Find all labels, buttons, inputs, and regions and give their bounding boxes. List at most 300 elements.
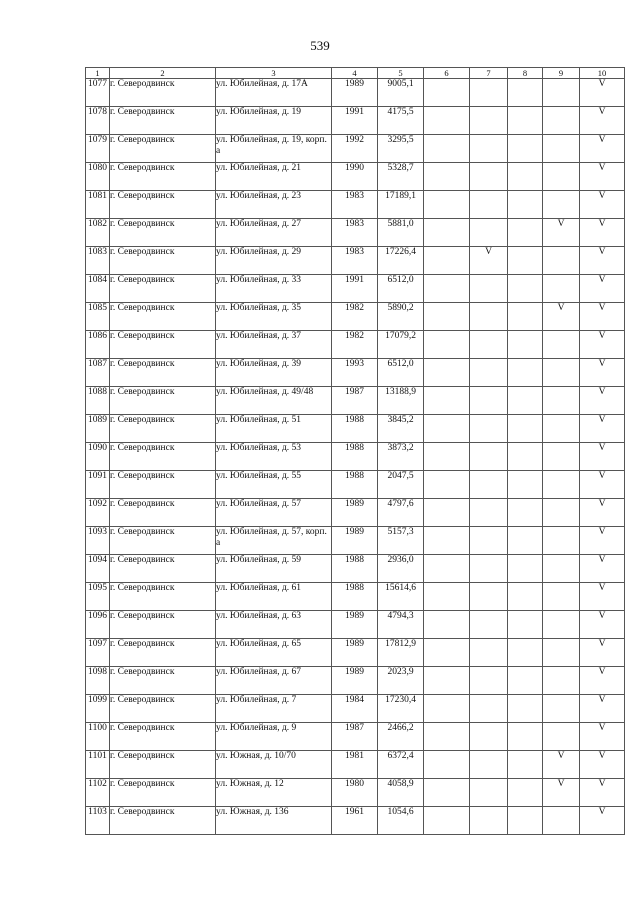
address-cell: ул. Юбилейная, д. 17А	[216, 79, 332, 107]
area-cell: 4797,6	[378, 499, 424, 527]
col7-cell	[470, 723, 508, 751]
year-cell: 1987	[332, 387, 378, 415]
col7-cell	[470, 695, 508, 723]
city-cell: г. Северодвинск	[110, 555, 216, 583]
col9-cell	[543, 79, 580, 107]
area-cell: 5328,7	[378, 163, 424, 191]
row-number: 1088	[86, 387, 110, 415]
city-cell: г. Северодвинск	[110, 359, 216, 387]
col9-cell	[543, 191, 580, 219]
area-cell: 5157,3	[378, 527, 424, 555]
col8-cell	[508, 723, 543, 751]
col10-cell: V	[580, 807, 625, 835]
col9-cell	[543, 583, 580, 611]
area-cell: 17230,4	[378, 695, 424, 723]
row-number: 1077	[86, 79, 110, 107]
address-cell: ул. Южная, д. 12	[216, 779, 332, 807]
col9-cell	[543, 443, 580, 471]
col10-cell: V	[580, 387, 625, 415]
year-cell: 1984	[332, 695, 378, 723]
city-cell: г. Северодвинск	[110, 275, 216, 303]
city-cell: г. Северодвинск	[110, 779, 216, 807]
city-cell: г. Северодвинск	[110, 639, 216, 667]
col9-cell	[543, 807, 580, 835]
year-cell: 1981	[332, 751, 378, 779]
row-number: 1092	[86, 499, 110, 527]
row-number: 1079	[86, 135, 110, 163]
year-cell: 1987	[332, 723, 378, 751]
year-cell: 1988	[332, 471, 378, 499]
year-cell: 1988	[332, 555, 378, 583]
year-cell: 1989	[332, 499, 378, 527]
address-cell: ул. Юбилейная, д. 59	[216, 555, 332, 583]
col8-cell	[508, 695, 543, 723]
col10-cell: V	[580, 695, 625, 723]
area-cell: 2466,2	[378, 723, 424, 751]
col9-cell	[543, 163, 580, 191]
table-row	[86, 247, 625, 275]
address-cell: ул. Юбилейная, д. 7	[216, 695, 332, 723]
column-header: 9	[543, 68, 580, 79]
col6-cell	[424, 275, 470, 303]
year-cell: 1991	[332, 107, 378, 135]
col9-cell	[543, 499, 580, 527]
address-cell: ул. Юбилейная, д. 19, корп. а	[216, 135, 332, 163]
column-header: 1	[86, 68, 110, 79]
col9-cell	[543, 695, 580, 723]
area-cell: 5881,0	[378, 219, 424, 247]
col8-cell	[508, 611, 543, 639]
year-cell: 1983	[332, 191, 378, 219]
col6-cell	[424, 219, 470, 247]
col10-cell: V	[580, 751, 625, 779]
city-cell: г. Северодвинск	[110, 163, 216, 191]
table-row	[86, 639, 625, 667]
year-cell: 1989	[332, 667, 378, 695]
page-number: 539	[310, 38, 330, 53]
city-cell: г. Северодвинск	[110, 219, 216, 247]
city-cell: г. Северодвинск	[110, 247, 216, 275]
row-number: 1078	[86, 107, 110, 135]
col7-cell	[470, 331, 508, 359]
year-cell: 1990	[332, 163, 378, 191]
col9-cell	[543, 387, 580, 415]
address-cell: ул. Юбилейная, д. 33	[216, 275, 332, 303]
col8-cell	[508, 667, 543, 695]
city-cell: г. Северодвинск	[110, 751, 216, 779]
col8-cell	[508, 555, 543, 583]
city-cell: г. Северодвинск	[110, 135, 216, 163]
table-row	[86, 583, 625, 611]
year-cell: 1988	[332, 583, 378, 611]
col7-cell	[470, 471, 508, 499]
col10-cell: V	[580, 247, 625, 275]
col9-cell	[543, 639, 580, 667]
col7-cell	[470, 583, 508, 611]
city-cell: г. Северодвинск	[110, 191, 216, 219]
table-row	[86, 751, 625, 779]
city-cell: г. Северодвинск	[110, 79, 216, 107]
row-number: 1080	[86, 163, 110, 191]
col7-cell	[470, 359, 508, 387]
col10-cell: V	[580, 331, 625, 359]
col10-cell: V	[580, 611, 625, 639]
col6-cell	[424, 415, 470, 443]
col7-cell	[470, 639, 508, 667]
table-row	[86, 779, 625, 807]
col8-cell	[508, 639, 543, 667]
address-cell: ул. Юбилейная, д. 27	[216, 219, 332, 247]
row-number: 1102	[86, 779, 110, 807]
city-cell: г. Северодвинск	[110, 695, 216, 723]
area-cell: 17812,9	[378, 639, 424, 667]
col8-cell	[508, 751, 543, 779]
col8-cell	[508, 527, 543, 555]
address-cell: ул. Юбилейная, д. 35	[216, 303, 332, 331]
col10-cell: V	[580, 163, 625, 191]
col10-cell: V	[580, 275, 625, 303]
col6-cell	[424, 443, 470, 471]
col9-cell	[543, 611, 580, 639]
col6-cell	[424, 135, 470, 163]
table-row	[86, 303, 625, 331]
col6-cell	[424, 723, 470, 751]
col9-cell	[543, 723, 580, 751]
col8-cell	[508, 471, 543, 499]
row-number: 1085	[86, 303, 110, 331]
col6-cell	[424, 695, 470, 723]
col10-cell: V	[580, 219, 625, 247]
col9-cell: V	[543, 751, 580, 779]
area-cell: 17226,4	[378, 247, 424, 275]
col10-cell: V	[580, 555, 625, 583]
header-row	[86, 68, 625, 79]
col6-cell	[424, 555, 470, 583]
col8-cell	[508, 415, 543, 443]
col7-cell	[470, 219, 508, 247]
col10-cell: V	[580, 639, 625, 667]
table-row	[86, 723, 625, 751]
col6-cell	[424, 331, 470, 359]
col7-cell	[470, 667, 508, 695]
col10-cell: V	[580, 303, 625, 331]
city-cell: г. Северодвинск	[110, 471, 216, 499]
address-cell: ул. Юбилейная, д. 61	[216, 583, 332, 611]
col6-cell	[424, 667, 470, 695]
col6-cell	[424, 499, 470, 527]
city-cell: г. Северодвинск	[110, 415, 216, 443]
city-cell: г. Северодвинск	[110, 527, 216, 555]
table-row	[86, 443, 625, 471]
row-number: 1100	[86, 723, 110, 751]
col7-cell	[470, 751, 508, 779]
table-row	[86, 135, 625, 163]
year-cell: 1983	[332, 247, 378, 275]
col6-cell	[424, 471, 470, 499]
year-cell: 1989	[332, 79, 378, 107]
address-cell: ул. Юбилейная, д. 29	[216, 247, 332, 275]
row-number: 1087	[86, 359, 110, 387]
address-cell: ул. Юбилейная, д. 51	[216, 415, 332, 443]
area-cell: 2936,0	[378, 555, 424, 583]
col8-cell	[508, 191, 543, 219]
city-cell: г. Северодвинск	[110, 499, 216, 527]
address-cell: ул. Южная, д. 10/70	[216, 751, 332, 779]
col10-cell: V	[580, 135, 625, 163]
row-number: 1096	[86, 611, 110, 639]
row-number: 1097	[86, 639, 110, 667]
city-cell: г. Северодвинск	[110, 667, 216, 695]
city-cell: г. Северодвинск	[110, 611, 216, 639]
column-header: 6	[424, 68, 470, 79]
year-cell: 1961	[332, 807, 378, 835]
year-cell: 1993	[332, 359, 378, 387]
col7-cell: V	[470, 247, 508, 275]
address-cell: ул. Юбилейная, д. 53	[216, 443, 332, 471]
col10-cell: V	[580, 667, 625, 695]
col6-cell	[424, 639, 470, 667]
area-cell: 9005,1	[378, 79, 424, 107]
row-number: 1089	[86, 415, 110, 443]
city-cell: г. Северодвинск	[110, 443, 216, 471]
col9-cell	[543, 555, 580, 583]
address-cell: ул. Юбилейная, д. 37	[216, 331, 332, 359]
year-cell: 1982	[332, 303, 378, 331]
area-cell: 4794,3	[378, 611, 424, 639]
col10-cell: V	[580, 779, 625, 807]
col6-cell	[424, 359, 470, 387]
col8-cell	[508, 163, 543, 191]
city-cell: г. Северодвинск	[110, 387, 216, 415]
area-cell: 4175,5	[378, 107, 424, 135]
table-row	[86, 527, 625, 555]
col10-cell: V	[580, 415, 625, 443]
table-row	[86, 807, 625, 835]
col8-cell	[508, 303, 543, 331]
col9-cell	[543, 527, 580, 555]
row-number: 1095	[86, 583, 110, 611]
col9-cell: V	[543, 779, 580, 807]
table-row	[86, 191, 625, 219]
col9-cell	[543, 359, 580, 387]
col6-cell	[424, 163, 470, 191]
col7-cell	[470, 443, 508, 471]
col10-cell: V	[580, 471, 625, 499]
col8-cell	[508, 331, 543, 359]
col6-cell	[424, 807, 470, 835]
area-cell: 1054,6	[378, 807, 424, 835]
col8-cell	[508, 219, 543, 247]
table-row	[86, 275, 625, 303]
address-cell: ул. Юбилейная, д. 65	[216, 639, 332, 667]
row-number: 1084	[86, 275, 110, 303]
address-cell: ул. Юбилейная, д. 55	[216, 471, 332, 499]
table-row	[86, 107, 625, 135]
table-row	[86, 163, 625, 191]
year-cell: 1980	[332, 779, 378, 807]
row-number: 1099	[86, 695, 110, 723]
col7-cell	[470, 191, 508, 219]
col6-cell	[424, 303, 470, 331]
year-cell: 1988	[332, 443, 378, 471]
row-number: 1098	[86, 667, 110, 695]
col7-cell	[470, 415, 508, 443]
row-number: 1083	[86, 247, 110, 275]
col6-cell	[424, 611, 470, 639]
row-number: 1090	[86, 443, 110, 471]
row-number: 1086	[86, 331, 110, 359]
col6-cell	[424, 779, 470, 807]
col6-cell	[424, 527, 470, 555]
area-cell: 3845,2	[378, 415, 424, 443]
col6-cell	[424, 583, 470, 611]
area-cell: 6512,0	[378, 359, 424, 387]
address-cell: ул. Южная, д. 136	[216, 807, 332, 835]
column-header: 5	[378, 68, 424, 79]
col9-cell	[543, 135, 580, 163]
col9-cell	[543, 247, 580, 275]
table-row	[86, 359, 625, 387]
col9-cell	[543, 331, 580, 359]
address-cell: ул. Юбилейная, д. 67	[216, 667, 332, 695]
col10-cell: V	[580, 499, 625, 527]
col9-cell	[543, 107, 580, 135]
area-cell: 3873,2	[378, 443, 424, 471]
year-cell: 1989	[332, 527, 378, 555]
col8-cell	[508, 443, 543, 471]
table-row	[86, 499, 625, 527]
row-number: 1093	[86, 527, 110, 555]
address-cell: ул. Юбилейная, д. 9	[216, 723, 332, 751]
table-body	[86, 79, 625, 835]
year-cell: 1982	[332, 331, 378, 359]
table-row	[86, 471, 625, 499]
address-cell: ул. Юбилейная, д. 19	[216, 107, 332, 135]
area-cell: 6512,0	[378, 275, 424, 303]
row-number: 1101	[86, 751, 110, 779]
col8-cell	[508, 275, 543, 303]
area-cell: 2047,5	[378, 471, 424, 499]
col7-cell	[470, 135, 508, 163]
col7-cell	[470, 807, 508, 835]
col8-cell	[508, 583, 543, 611]
column-header: 10	[580, 68, 625, 79]
city-cell: г. Северодвинск	[110, 303, 216, 331]
area-cell: 6372,4	[378, 751, 424, 779]
table-row	[86, 555, 625, 583]
table-row	[86, 331, 625, 359]
col7-cell	[470, 79, 508, 107]
area-cell: 15614,6	[378, 583, 424, 611]
col10-cell: V	[580, 583, 625, 611]
col10-cell: V	[580, 79, 625, 107]
year-cell: 1989	[332, 639, 378, 667]
col9-cell: V	[543, 219, 580, 247]
address-cell: ул. Юбилейная, д. 39	[216, 359, 332, 387]
col8-cell	[508, 387, 543, 415]
city-cell: г. Северодвинск	[110, 331, 216, 359]
col10-cell: V	[580, 443, 625, 471]
col8-cell	[508, 807, 543, 835]
col8-cell	[508, 247, 543, 275]
area-cell: 2023,9	[378, 667, 424, 695]
column-header: 4	[332, 68, 378, 79]
col7-cell	[470, 527, 508, 555]
row-number: 1094	[86, 555, 110, 583]
table-row	[86, 219, 625, 247]
col8-cell	[508, 107, 543, 135]
col7-cell	[470, 275, 508, 303]
col10-cell: V	[580, 107, 625, 135]
col7-cell	[470, 779, 508, 807]
col7-cell	[470, 163, 508, 191]
row-number: 1091	[86, 471, 110, 499]
year-cell: 1991	[332, 275, 378, 303]
area-cell: 17079,2	[378, 331, 424, 359]
col10-cell: V	[580, 359, 625, 387]
col6-cell	[424, 79, 470, 107]
col8-cell	[508, 499, 543, 527]
col6-cell	[424, 387, 470, 415]
col6-cell	[424, 247, 470, 275]
col7-cell	[470, 387, 508, 415]
table-row	[86, 387, 625, 415]
col6-cell	[424, 107, 470, 135]
column-header: 8	[508, 68, 543, 79]
year-cell: 1988	[332, 415, 378, 443]
address-cell: ул. Юбилейная, д. 23	[216, 191, 332, 219]
row-number: 1081	[86, 191, 110, 219]
area-cell: 13188,9	[378, 387, 424, 415]
table-row	[86, 79, 625, 107]
address-cell: ул. Юбилейная, д. 57	[216, 499, 332, 527]
city-cell: г. Северодвинск	[110, 807, 216, 835]
col8-cell	[508, 779, 543, 807]
col7-cell	[470, 555, 508, 583]
table-row	[86, 667, 625, 695]
col9-cell	[543, 275, 580, 303]
col10-cell: V	[580, 527, 625, 555]
col8-cell	[508, 79, 543, 107]
table-row	[86, 415, 625, 443]
area-cell: 4058,9	[378, 779, 424, 807]
col7-cell	[470, 499, 508, 527]
housing-registry-table	[85, 67, 625, 835]
year-cell: 1992	[332, 135, 378, 163]
col7-cell	[470, 303, 508, 331]
col8-cell	[508, 359, 543, 387]
column-header: 7	[470, 68, 508, 79]
col9-cell	[543, 471, 580, 499]
address-cell: ул. Юбилейная, д. 21	[216, 163, 332, 191]
col6-cell	[424, 751, 470, 779]
address-cell: ул. Юбилейная, д. 49/48	[216, 387, 332, 415]
city-cell: г. Северодвинск	[110, 583, 216, 611]
area-cell: 17189,1	[378, 191, 424, 219]
table-row	[86, 695, 625, 723]
col9-cell: V	[543, 303, 580, 331]
column-header: 2	[110, 68, 216, 79]
col8-cell	[508, 135, 543, 163]
col6-cell	[424, 191, 470, 219]
column-header: 3	[216, 68, 332, 79]
col9-cell	[543, 415, 580, 443]
address-cell: ул. Юбилейная, д. 63	[216, 611, 332, 639]
row-number: 1103	[86, 807, 110, 835]
city-cell: г. Северодвинск	[110, 107, 216, 135]
col9-cell	[543, 667, 580, 695]
year-cell: 1983	[332, 219, 378, 247]
